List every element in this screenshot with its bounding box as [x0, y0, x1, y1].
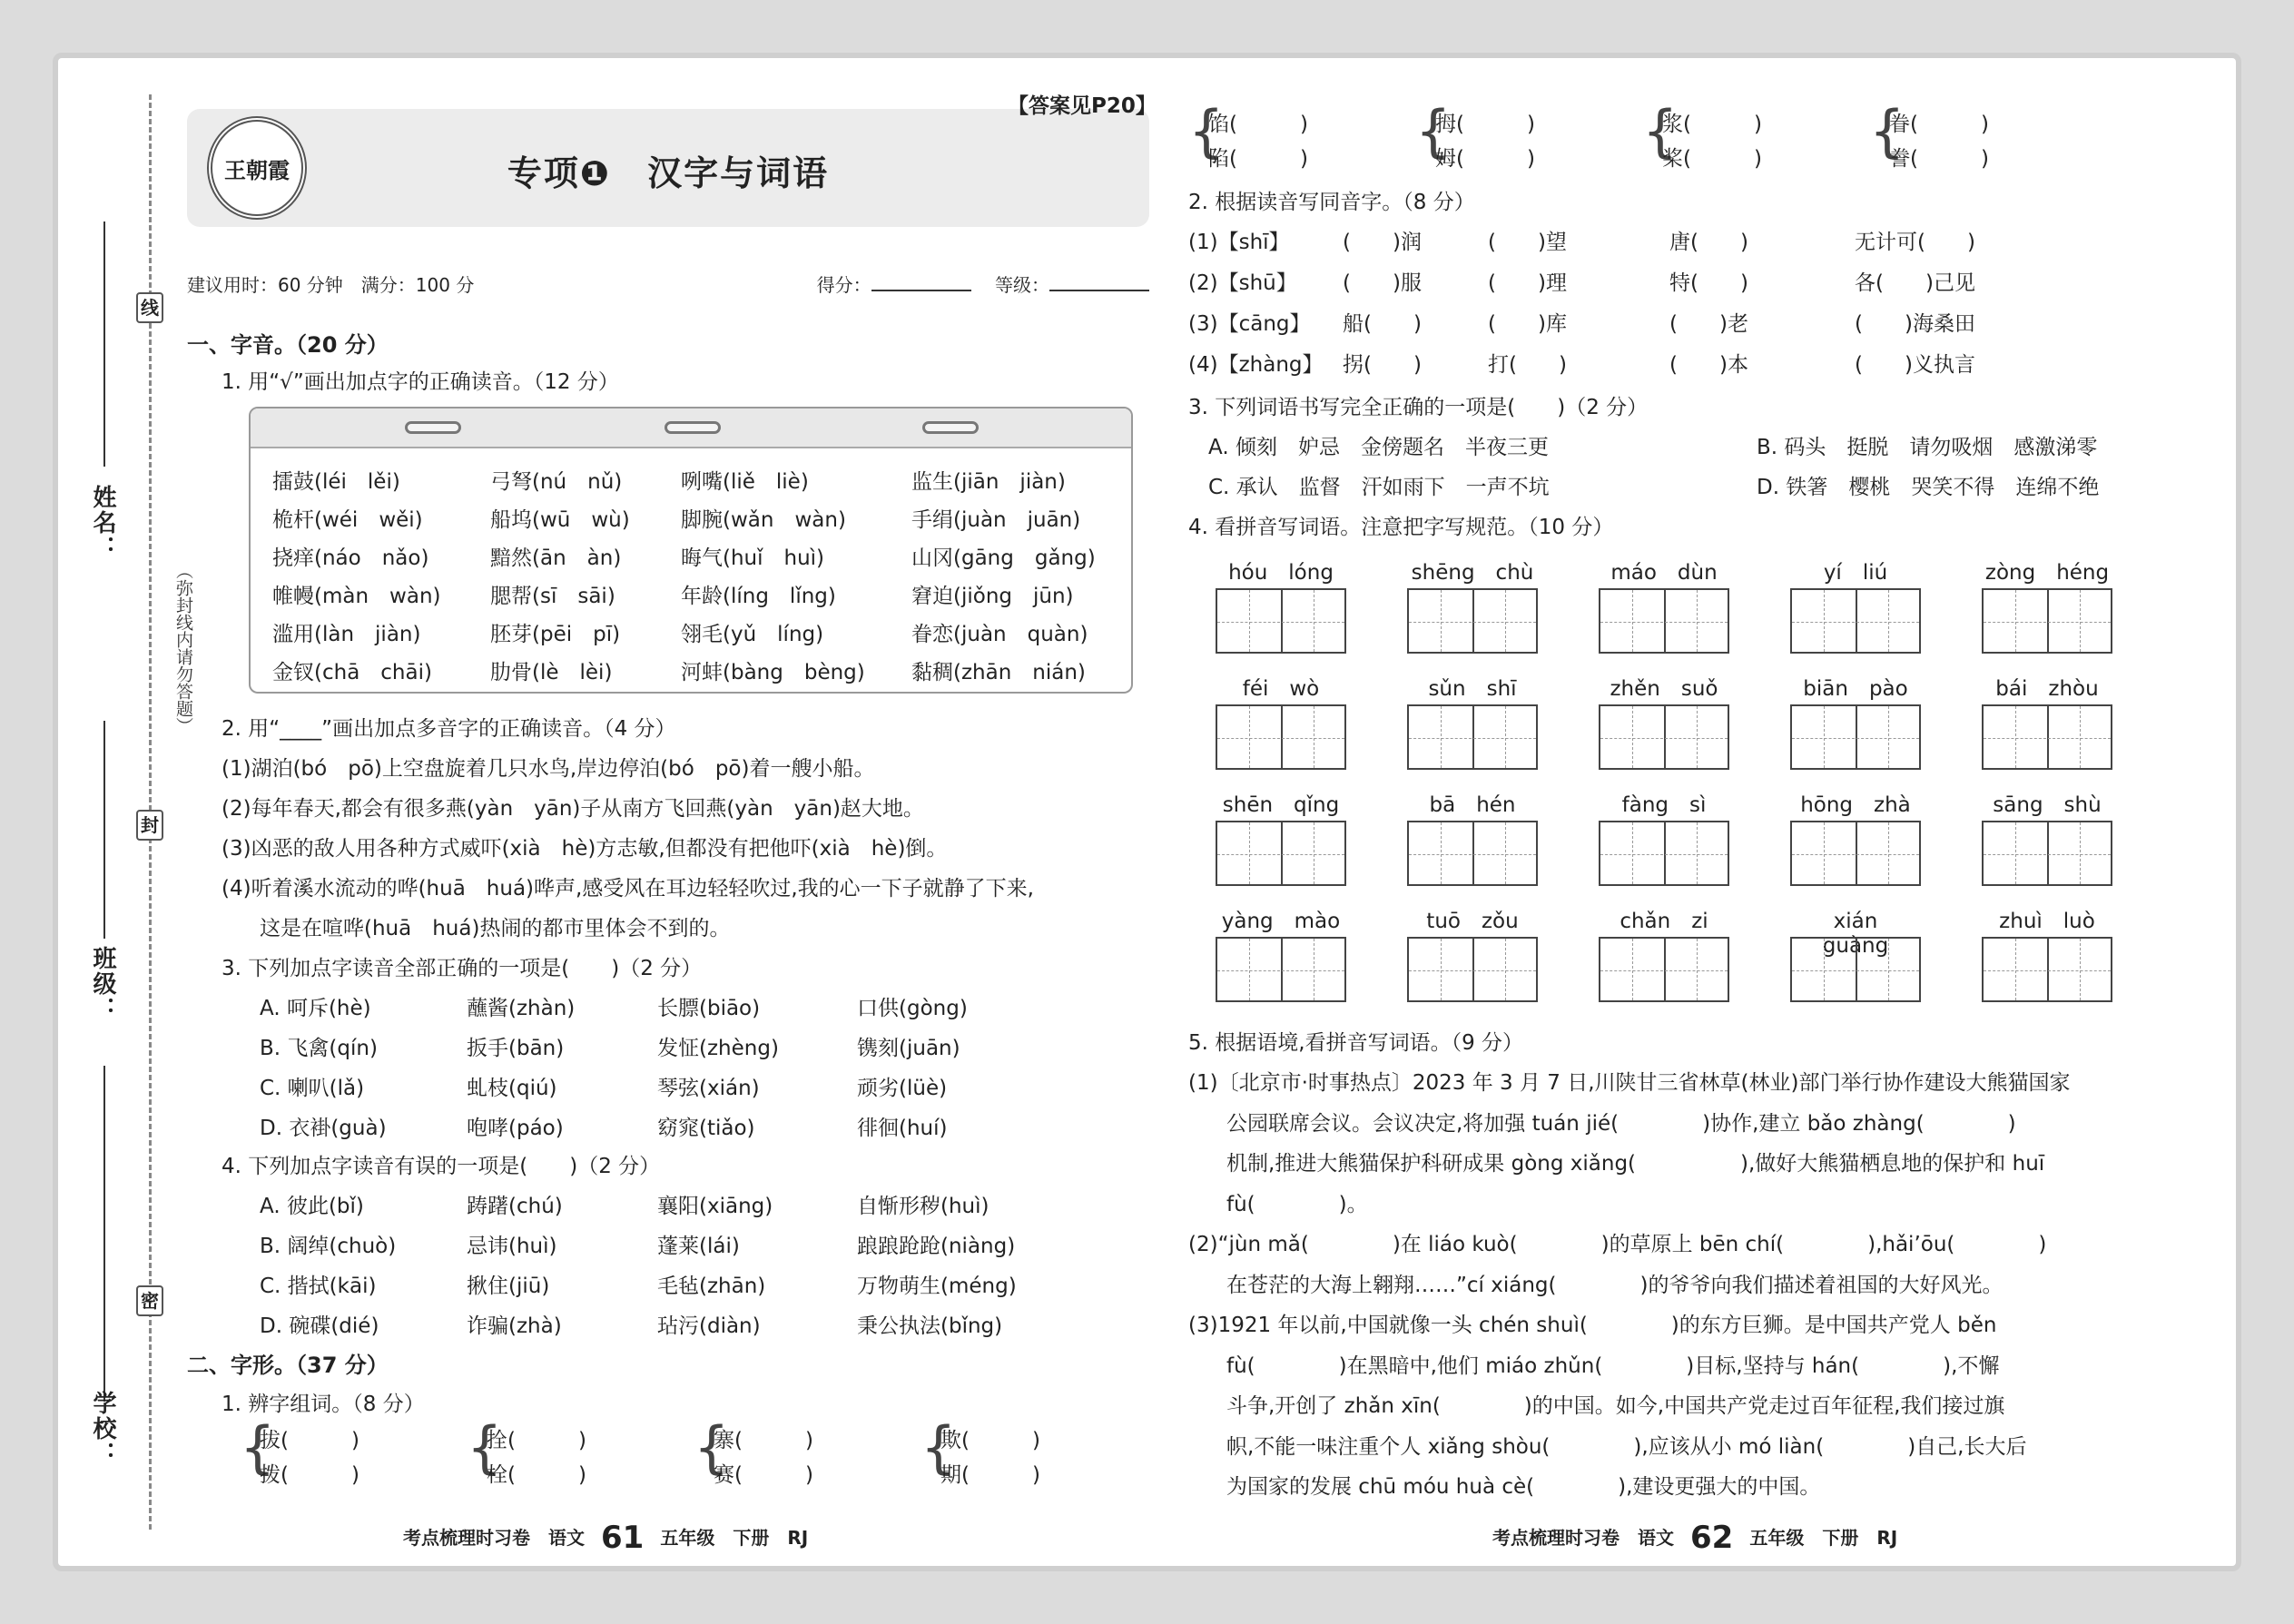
q1-item: 翎毛(yǔ líng): [681, 623, 824, 646]
publisher-logo: 王朝霞: [207, 116, 307, 220]
section-1-title: 一、字音。（20 分）: [187, 332, 389, 358]
q1-item: 河蚌(bàng bèng): [681, 661, 865, 684]
q1-item: 肋骨(lè lèi): [490, 661, 613, 684]
page-number: 61: [601, 1520, 645, 1556]
writing-grid[interactable]: [1982, 937, 2112, 1002]
q3-stem: 3. 下列加点字读音全部正确的一项是( )（2 分）: [222, 957, 703, 980]
q4-item: A. 彼此(bǐ): [260, 1195, 364, 1218]
brace-icon: {: [1869, 98, 1905, 164]
q1-item: 胚芽(pēi pī): [490, 623, 621, 646]
pair-top: 寨( ): [714, 1429, 813, 1452]
q2-line-3: (3)凶恶的敌人用各种方式威吓(xià hè)方志敏,但都没有把他吓(xià hè)倒。: [222, 837, 948, 861]
q6-item: ( )望: [1488, 231, 1567, 254]
q3-item: C. 喇叭(lǎ): [260, 1077, 365, 1100]
writing-grid[interactable]: [1599, 704, 1729, 770]
q6-item: ( )润: [1343, 231, 1422, 254]
q1-item: 脚腕(wǎn wàn): [681, 508, 846, 532]
pair-top: 馅( ): [1208, 113, 1308, 136]
pinyin-label: tuō zǒu: [1426, 910, 1519, 933]
q1-item: 年龄(líng lǐng): [681, 585, 836, 608]
writing-grid[interactable]: [1599, 588, 1729, 654]
writing-grid[interactable]: [1407, 588, 1538, 654]
q4-item: 襄阳(xiāng): [657, 1195, 773, 1218]
pair-top: 拴( ): [487, 1429, 586, 1452]
pinyin-label: máo dùn: [1610, 561, 1718, 585]
q1-item: 窘迫(jiǒng jūn): [911, 585, 1074, 608]
writing-grid[interactable]: [1407, 821, 1538, 886]
writing-grid[interactable]: [1407, 937, 1538, 1002]
pinyin-label: fàng sì: [1621, 793, 1707, 817]
brace-icon: {: [467, 1414, 503, 1481]
q6-item: 船( ): [1343, 312, 1422, 336]
q6-item: ( )本: [1669, 353, 1748, 377]
q6-stem: 2. 根据读音写同音字。（8 分）: [1188, 191, 1475, 214]
brace-icon: {: [1642, 98, 1679, 164]
q9-line: (2)“jùn mǎ( )在 liáo kuò( )的草原上 bēn chí( ),hǎi’ōu( ): [1188, 1233, 2047, 1256]
q6-item: ( )服: [1343, 271, 1422, 295]
grade-label: 等级：: [995, 274, 1049, 296]
q2-line-4: (4)听着溪水流动的哗(huā huá)哗声,感受风在耳边轻轻吹过,我的心一下子就静了下来,: [222, 877, 1034, 901]
q4-item: 秉公执法(bǐng): [857, 1314, 1003, 1338]
q1-item: 咧嘴(liě liè): [681, 470, 809, 494]
q4-item: 蓬莱(lái): [657, 1235, 740, 1258]
writing-grid[interactable]: [1982, 704, 2112, 770]
pair-bottom: 姆( ): [1435, 147, 1535, 171]
q7-option-d: D. 铁箸 樱桃 哭笑不得 连绵不绝: [1757, 476, 2100, 499]
q1-item: 眷恋(juàn quàn): [911, 623, 1088, 646]
q6-item: ( )海桑田: [1855, 312, 1975, 336]
pinyin-label: féi wò: [1242, 677, 1320, 701]
brace-icon: {: [240, 1414, 276, 1481]
seal-mark-feng: 封: [136, 810, 163, 841]
writing-grid[interactable]: [1216, 821, 1346, 886]
q4-item: 毛毡(zhān): [657, 1275, 766, 1298]
page-number: 62: [1690, 1520, 1734, 1556]
q2-line-1: (1)湖泊(bó pō)上空盘旋着几只水鸟,岸边停泊(bó pō)着一艘小船。: [222, 757, 875, 781]
q4-item: 揪住(jiū): [467, 1275, 550, 1298]
q6-item: (3)【cāng】: [1188, 312, 1311, 336]
writing-grid[interactable]: [1599, 821, 1729, 886]
q1-item: 帷幔(màn wàn): [272, 585, 441, 608]
score-grade: [817, 271, 1149, 297]
page-62: [1161, 58, 2247, 1566]
q3-item: 咆哮(páo): [467, 1117, 564, 1140]
binder-ring-icon: [405, 421, 461, 434]
q6-item: 无计可( ): [1855, 231, 1975, 254]
q9-line: 斗争,开创了 zhǎn xīn( )的中国。如今,中国共产党走过百年征程,我们接过旗: [1226, 1394, 2005, 1418]
q6-item: (1)【shī】: [1188, 231, 1290, 254]
school-label: 学校：: [89, 1391, 116, 1467]
pinyin-label: sāng shù: [1993, 793, 2102, 817]
q4-item: 踉踉跄跄(niàng): [857, 1235, 1016, 1258]
score-label: 得分：: [816, 274, 871, 296]
q3-item: 扳手(bān): [467, 1037, 565, 1060]
q4-stem: 4. 下列加点字读音有误的一项是( )（2 分）: [222, 1155, 661, 1178]
brace-icon: {: [694, 1414, 730, 1481]
writing-grid[interactable]: [1790, 704, 1921, 770]
q1-item: 山冈(gāng gǎng): [911, 546, 1096, 570]
meta-row: [187, 271, 1149, 297]
footer-62: [1492, 1520, 1897, 1556]
q6-item: 特( ): [1669, 271, 1748, 295]
pinyin-label: shēn qǐng: [1222, 793, 1340, 817]
q5-stem: 1. 辨字组词。（8 分）: [222, 1393, 425, 1416]
q6-item: ( )义执言: [1855, 353, 1975, 377]
q6-item: 打( ): [1488, 353, 1567, 377]
q4-item: 忌讳(huì): [467, 1235, 557, 1258]
time-score: 建议用时：60 分钟 满分：100 分: [187, 274, 475, 296]
writing-grid[interactable]: [1790, 937, 1921, 1002]
q4-item: D. 碗碟(dié): [260, 1314, 379, 1338]
q1-item: 挠痒(náo nǎo): [272, 546, 429, 570]
pinyin-label: sǔn shī: [1428, 677, 1517, 701]
pinyin-label: bái zhòu: [1995, 677, 2099, 701]
footer-grade: 五年级 下册 RJ: [660, 1527, 809, 1549]
pair-top: 欺( ): [940, 1429, 1040, 1452]
name-input-line[interactable]: [103, 221, 105, 467]
q9-line: 公园联席会议。会议决定,将加强 tuán jié( )协作,建立 bǎo zhàng( ): [1226, 1111, 2016, 1136]
q1-item: 擂鼓(léi lěi): [272, 470, 400, 494]
page-header: [187, 109, 1149, 227]
pinyin-label: chǎn zi: [1620, 910, 1708, 933]
q9-line: fù( )在黑暗中,他们 miáo zhǔn( )目标,坚持与 hán( ),不懈: [1226, 1353, 2000, 1378]
q4-item: 诈骗(zhà): [467, 1314, 562, 1338]
pinyin-label: yí liú: [1823, 561, 1888, 585]
q6-item: 唐( ): [1669, 231, 1748, 254]
brace-icon: {: [1188, 98, 1225, 164]
writing-grid[interactable]: [1216, 704, 1346, 770]
q3-item: 镌刻(juān): [857, 1037, 960, 1060]
seal-mark-xian: 线: [136, 292, 163, 323]
brace-icon: {: [1415, 98, 1452, 164]
q3-item: D. 衣褂(guà): [260, 1117, 387, 1140]
q9-line: 机制,推进大熊猫保护科研成果 gòng xiǎng( ),做好大熊猫栖息地的保护和 huī: [1226, 1152, 2045, 1176]
pair-top: 拔( ): [260, 1429, 359, 1452]
q3-item: B. 飞禽(qín): [260, 1037, 378, 1060]
q1-item: 金钗(chā chāi): [272, 661, 432, 684]
pair-top: 眷( ): [1889, 113, 1989, 136]
q1-stem: 1. 用“√”画出加点字的正确读音。（12 分）: [222, 370, 619, 394]
q9-line: 在苍茫的大海上翱翔……”cí xiáng( )的爷爷向我们描述着祖国的大好风光。: [1226, 1273, 2004, 1297]
pinyin-label: xián guàng: [1822, 910, 1899, 958]
q3-item: 琴弦(xián): [657, 1077, 760, 1100]
card-top-bar: [251, 408, 1131, 448]
footer-grade: 五年级 下册 RJ: [1749, 1527, 1898, 1549]
seal-note: （弥封线内请勿答题）: [173, 562, 193, 734]
answer-reference: 【答案见P20】: [1008, 94, 1157, 118]
q4-item: C. 揩拭(kāi): [260, 1275, 377, 1298]
q7-option-a: A. 倾刻 妒忌 金傍题名 半夜三更: [1208, 436, 1549, 459]
pair-bottom: 赛( ): [714, 1463, 813, 1487]
pinyin-label: hóu lóng: [1228, 561, 1334, 585]
q2-line-5: 这是在喧哗(huā huá)热闹的都市里体会不到的。: [260, 917, 731, 940]
q1-item: 船坞(wū wù): [490, 508, 630, 532]
page-title: 专项❶ 汉字与词语: [507, 153, 830, 193]
q9-line: (1)〔北京市·时事热点〕2023 年 3 月 7 日,川陕甘三省林草(林业)部门举行协作建设大熊猫国家: [1188, 1071, 2071, 1095]
q3-item: 顽劣(lüè): [857, 1077, 948, 1100]
q1-item: 晦气(huǐ huì): [681, 546, 825, 570]
q6-item: (2)【shū】: [1188, 271, 1297, 295]
writing-grid[interactable]: [1216, 588, 1346, 654]
q6-item: 各( )己见: [1855, 271, 1975, 295]
q4-item: 万物萌生(méng): [857, 1275, 1017, 1298]
q1-item: 弓弩(nú nǔ): [490, 470, 623, 494]
q7-option-c: C. 承认 监督 汗如雨下 一声不坑: [1208, 476, 1550, 499]
footer-series: 考点梳理时习卷 语文: [403, 1527, 585, 1549]
q1-item: 监生(jiān jiàn): [911, 470, 1066, 494]
pair-bottom: 期( ): [940, 1463, 1040, 1487]
q9-line: 帜,不能一味注重个人 xiǎng shòu( ),应该从小 mó liàn( )自己,长大后: [1226, 1434, 2027, 1459]
q1-item: 黏稠(zhān nián): [911, 661, 1086, 684]
score-field[interactable]: [871, 290, 971, 291]
pair-bottom: 桨( ): [1662, 147, 1762, 171]
q6-item: 拐( ): [1343, 353, 1422, 377]
page-61: [58, 58, 1161, 1566]
q3-item: 口供(gòng): [857, 997, 968, 1020]
q3-item: 长膘(biāo): [657, 997, 761, 1020]
binder-ring-icon: [922, 421, 979, 434]
grade-field[interactable]: [1049, 290, 1149, 291]
pair-bottom: 栓( ): [487, 1463, 586, 1487]
writing-grid[interactable]: [1407, 704, 1538, 770]
pinyin-label: shēng chù: [1411, 561, 1534, 585]
pinyin-label: bā hén: [1429, 793, 1516, 817]
q4-item: 踌躇(chú): [467, 1195, 563, 1218]
q4-item: 玷污(diàn): [657, 1314, 761, 1338]
pair-top: 浆( ): [1662, 113, 1762, 136]
q6-item: ( )库: [1488, 312, 1567, 336]
q4-item: 自惭形秽(huì): [857, 1195, 989, 1218]
q3-item: 发怔(zhèng): [657, 1037, 779, 1060]
pinyin-label: yàng mào: [1221, 910, 1341, 933]
name-label: 姓名：: [89, 485, 116, 561]
class-input-line[interactable]: [103, 721, 105, 939]
q4-item: B. 阔绰(chuò): [260, 1235, 397, 1258]
pinyin-label: zhěn suǒ: [1610, 677, 1718, 701]
exam-sheet: [53, 53, 2241, 1571]
q1-item: 桅杆(wéi wěi): [272, 508, 423, 532]
q3-item: A. 呵斥(hè): [260, 997, 371, 1020]
writing-grid[interactable]: [1982, 821, 2112, 886]
footer-series: 考点梳理时习卷 语文: [1492, 1527, 1674, 1549]
brace-icon: {: [921, 1414, 957, 1481]
q3-item: 窈窕(tiǎo): [657, 1117, 755, 1140]
pair-bottom: 陷( ): [1208, 147, 1308, 171]
footer-61: [403, 1520, 808, 1556]
class-label: 班级：: [89, 946, 116, 1022]
q7-stem: 3. 下列词语书写完全正确的一项是( )（2 分）: [1188, 396, 1649, 419]
school-input-line[interactable]: [103, 1066, 105, 1402]
q1-item: 黯然(ān àn): [490, 546, 622, 570]
writing-grid[interactable]: [1216, 937, 1346, 1002]
q9-stem: 5. 根据语境,看拼音写词语。（9 分）: [1188, 1031, 1524, 1055]
q2-line-2: (2)每年春天,都会有很多燕(yàn yān)子从南方飞回燕(yàn yān)赵大地。: [222, 797, 924, 821]
pair-bottom: 誊( ): [1889, 147, 1989, 171]
writing-grid[interactable]: [1790, 821, 1921, 886]
pair-top: 拇( ): [1435, 113, 1535, 136]
writing-grid[interactable]: [1599, 937, 1729, 1002]
pinyin-label: zòng héng: [1984, 561, 2110, 585]
pinyin-label: biān pào: [1803, 677, 1908, 701]
pinyin-label: hōng zhà: [1800, 793, 1911, 817]
q1-item: 滥用(làn jiàn): [272, 623, 421, 646]
q9-line: fù( )。: [1226, 1192, 1368, 1216]
section-2-title: 二、字形。（37 分）: [187, 1353, 389, 1378]
q8-stem: 4. 看拼音写词语。注意把字写规范。（10 分）: [1188, 516, 1614, 539]
q3-item: 虬枝(qiú): [467, 1077, 557, 1100]
q7-option-b: B. 码头 挺脱 请勿吸烟 感激涕零: [1757, 436, 2098, 459]
binder-ring-icon: [665, 421, 721, 434]
q9-line: (3)1921 年以前,中国就像一头 chén shuì( )的东方巨狮。是中国共产党人 běn: [1188, 1314, 1997, 1337]
q9-line: 为国家的发展 chū móu huà cè( ),建设更强大的中国。: [1226, 1475, 1821, 1499]
q1-item: 手绢(juàn juān): [911, 508, 1081, 532]
pinyin-label: zhuì luò: [1999, 910, 2095, 933]
q6-item: ( )老: [1669, 312, 1748, 336]
pair-bottom: 拨( ): [260, 1463, 359, 1487]
q6-item: (4)【zhàng】: [1188, 353, 1324, 377]
writing-grid[interactable]: [1790, 588, 1921, 654]
q3-item: 徘徊(huí): [857, 1117, 948, 1140]
q6-item: ( )理: [1488, 271, 1567, 295]
writing-grid[interactable]: [1982, 588, 2112, 654]
seal-mark-mi: 密: [136, 1285, 163, 1316]
q3-item: 蘸酱(zhàn): [467, 997, 576, 1020]
q2-stem: 2. 用“____”画出加点多音字的正确读音。（4 分）: [222, 717, 676, 741]
q1-item: 腮帮(sī sāi): [490, 585, 615, 608]
